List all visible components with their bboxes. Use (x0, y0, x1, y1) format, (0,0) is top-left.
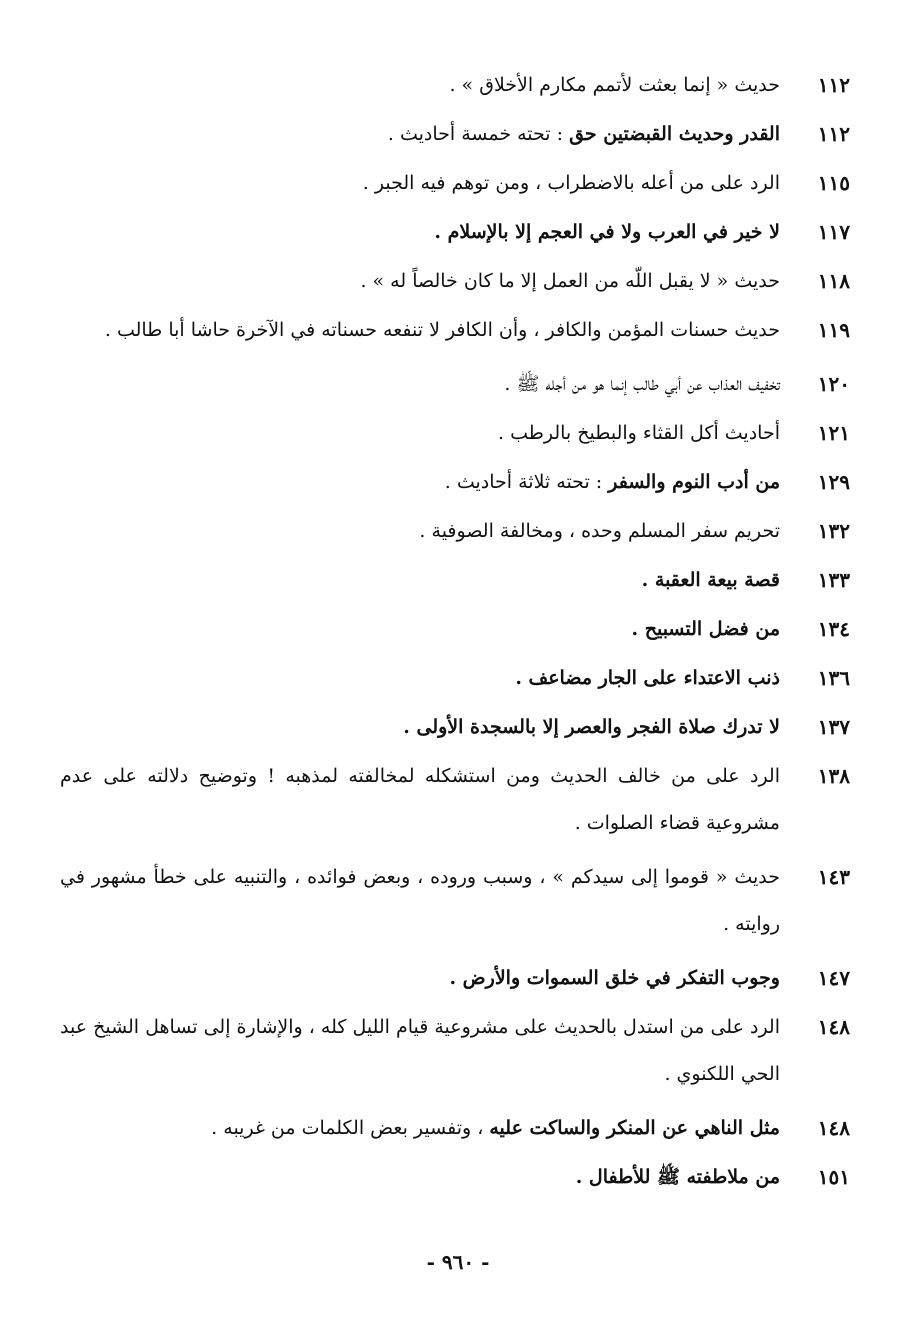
entry-page-number: ١٢٠ (817, 372, 850, 396)
index-entry (60, 1158, 850, 1196)
entry-page-number: ١٤٧ (817, 966, 850, 990)
entry-text (60, 854, 780, 948)
entry-text-part: تحريم سفر المسلم وحده ، ومخالفة الصوفية . (419, 520, 780, 542)
entry-text-part: من فضل التسبيح . (631, 618, 780, 640)
entry-text-part: لا خير في العرب ولا في العجم إلا بالإسلام . (434, 221, 780, 243)
entry-text-part: الرد على من استدل بالحديث على مشروعية قيام الليل كله ، والإشارة إلى تساهل الشيخ عبد الحي اللكنوي . (59, 1016, 780, 1085)
entry-text-part: أحاديث أكل القثاء والبطيخ بالرطب . (498, 422, 780, 444)
index-entry (60, 1109, 850, 1147)
entry-page-number: ١١٢ (817, 73, 850, 97)
entry-text-part: ذنب الاعتداء على الجار مضاعف . (515, 667, 780, 689)
entry-text (60, 66, 780, 104)
entry-text (60, 1158, 780, 1196)
entry-text (60, 115, 780, 153)
index-entry (60, 164, 850, 202)
entry-text-part: الرد على من خالف الحديث ومن استشكله لمخالفته لمذهبه ! وتوضيح دلالته على عدم مشروعية قضاء الصلوات . (60, 765, 780, 834)
entry-page-number: ١١٥ (817, 171, 850, 195)
entry-page-number: ١٤٨ (817, 1116, 850, 1140)
entry-page-number: ١٢٩ (817, 470, 850, 494)
entry-text-part: قصة بيعة العقبة . (641, 569, 780, 591)
entry-text (60, 959, 780, 997)
entry-page-number: ١١٢ (817, 122, 850, 146)
index-entry (60, 414, 850, 452)
entry-text-part: : تحته ثلاثة أحاديث . (444, 471, 609, 493)
index-entry (60, 66, 850, 104)
entry-text (60, 708, 780, 746)
index-entry (60, 610, 850, 648)
entry-text (60, 164, 780, 202)
entry-text-part: حديث « قوموا إلى سيدكم » ، وسبب وروده ، وبعض فوائده ، والتنبيه على خطأ مشهور في روايته . (60, 866, 780, 935)
entry-page-number: ١٣٨ (817, 764, 850, 788)
entry-text (60, 262, 780, 300)
index-entry (60, 213, 850, 251)
entry-text-part: الرد على من أعله بالاضطراب ، ومن توهم فيه الجبر . (362, 172, 780, 194)
entry-text (60, 610, 780, 648)
entry-text (60, 414, 780, 452)
entry-text-part: مثل الناهي عن المنكر والساكت عليه (489, 1117, 780, 1139)
entry-page-number: ١٣٣ (817, 568, 850, 592)
index-entry (60, 463, 850, 501)
entry-text (60, 1109, 780, 1147)
entry-text-part: لا تدرك صلاة الفجر والعصر إلا بالسجدة الأولى . (403, 716, 780, 738)
entry-text (60, 365, 780, 403)
entry-text (60, 561, 780, 599)
entry-text (60, 307, 780, 354)
entry-text-part: : تحته خمسة أحاديث . (387, 123, 570, 145)
entry-text-part: حديث « لا يقبل اللّه من العمل إلا ما كان خالصاً له » . (360, 270, 780, 292)
index-entry (60, 311, 850, 354)
index-entry (60, 757, 850, 847)
index-entry (60, 365, 850, 403)
entry-text (60, 1004, 780, 1098)
entry-text (60, 753, 780, 847)
entry-page-number: ١١٨ (817, 269, 850, 293)
entry-text-part: من أدب النوم والسفر (608, 471, 780, 493)
entry-page-number: ١٤٣ (817, 865, 850, 889)
entry-page-number: ١١٧ (817, 220, 850, 244)
entry-text-part: القدر وحديث القبضتين حق (569, 123, 780, 145)
index-entry (60, 858, 850, 948)
page-footer-number: - ٩٦٠ - (426, 1250, 490, 1274)
entry-page-number: ١٥١ (817, 1165, 850, 1189)
entry-text-part: حديث « إنما بعثت لأتمم مكارم الأخلاق » . (449, 74, 780, 96)
index-entry (60, 659, 850, 697)
index-entry (60, 512, 850, 550)
entry-text (60, 213, 780, 251)
entry-text (60, 512, 780, 550)
entry-page-number: ١٣٢ (817, 519, 850, 543)
entry-page-number: ١١٩ (817, 318, 850, 342)
entry-text-part: من ملاطفته ﷺ للأطفال . (575, 1166, 780, 1188)
index-entry (60, 1008, 850, 1098)
entry-text-part: ، وتفسير بعض الكلمات من غريبه . (211, 1117, 490, 1139)
entry-page-number: ١٣٧ (817, 715, 850, 739)
entry-page-number: ١٢١ (817, 421, 850, 445)
index-entry (60, 561, 850, 599)
index-entry (60, 959, 850, 997)
entry-text-part: تخفيف العذاب عن أبي طالب إنما هو من أجله ﷺ . (504, 373, 780, 395)
index-entry (60, 708, 850, 746)
entry-page-number: ١٣٦ (817, 666, 850, 690)
index-entry (60, 115, 850, 153)
entry-text-part: حديث حسنات المؤمن والكافر ، وأن الكافر لا تنفعه حسناته في الآخرة حاشا أبا طالب . (104, 319, 780, 341)
index-entry (60, 262, 850, 300)
entry-text (60, 659, 780, 697)
entry-text (60, 463, 780, 501)
entry-text-part: وجوب التفكر في خلق السموات والأرض . (449, 967, 780, 989)
entry-page-number: ١٤٨ (817, 1015, 850, 1039)
index-entries (60, 66, 850, 1207)
entry-page-number: ١٣٤ (817, 617, 850, 641)
